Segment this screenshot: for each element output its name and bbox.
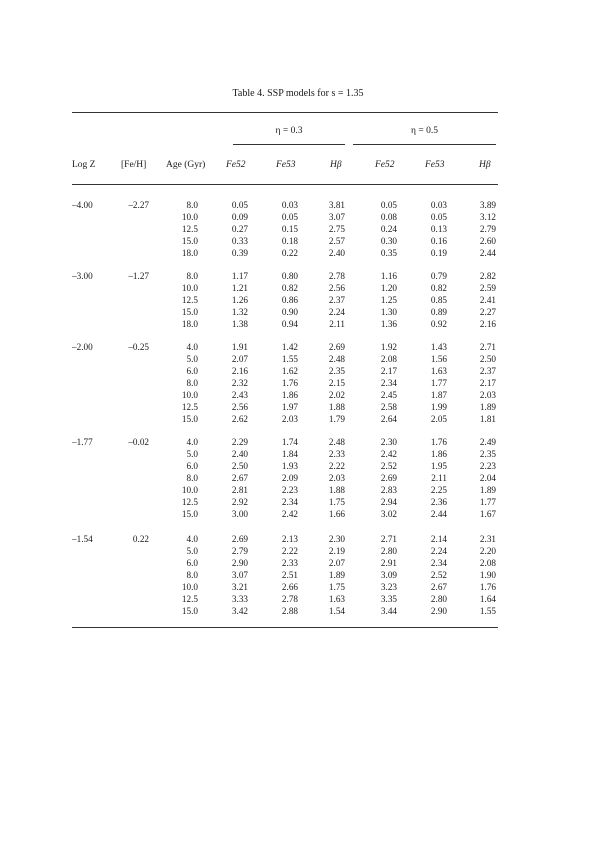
cell-hbeta-b: 2.17 — [479, 378, 496, 388]
cell-age: 15.0 — [181, 414, 198, 424]
cell-hbeta-b: 1.89 — [479, 485, 496, 495]
cell-fe53-b: 0.03 — [430, 200, 447, 210]
cell-hbeta-a: 2.02 — [328, 390, 345, 400]
cell-fe53-a: 2.42 — [281, 509, 298, 519]
cell-hbeta-a: 1.54 — [328, 606, 345, 616]
cell-hbeta-a: 2.03 — [328, 473, 345, 483]
cell-fe52-b: 2.69 — [380, 473, 397, 483]
cell-logz: –2.00 — [72, 342, 93, 352]
cell-hbeta-b: 2.37 — [479, 366, 496, 376]
cell-fe52-b: 2.42 — [380, 449, 397, 459]
cell-fe53-a: 1.86 — [281, 390, 298, 400]
cell-fe53-b: 0.85 — [430, 295, 447, 305]
cell-fe53-a: 0.86 — [281, 295, 298, 305]
cell-hbeta-b: 2.23 — [479, 461, 496, 471]
cell-logz: –1.77 — [72, 437, 93, 447]
cell-hbeta-b: 2.20 — [479, 546, 496, 556]
cell-fe52-b: 3.23 — [380, 582, 397, 592]
cell-fe53-b: 1.63 — [430, 366, 447, 376]
cell-hbeta-a: 2.11 — [329, 319, 345, 329]
cell-fe52-b: 1.20 — [380, 283, 397, 293]
cell-hbeta-a: 2.56 — [328, 283, 345, 293]
cell-fe52-b: 1.16 — [380, 271, 397, 281]
cell-fe53-b: 1.87 — [430, 390, 447, 400]
cell-hbeta-a: 2.22 — [328, 461, 345, 471]
cell-fe52-a: 1.17 — [231, 271, 248, 281]
cell-fe53-b: 0.82 — [430, 283, 447, 293]
cell-age: 18.0 — [181, 248, 198, 258]
cell-fe52-a: 0.05 — [231, 200, 248, 210]
cell-hbeta-b: 2.35 — [479, 449, 496, 459]
cell-age: 6.0 — [186, 461, 198, 471]
col-header-hbeta-a: Hβ — [330, 160, 342, 170]
col-header-logz: Log Z — [72, 160, 96, 170]
cell-hbeta-b: 1.67 — [479, 509, 496, 519]
cell-fe52-b: 2.45 — [380, 390, 397, 400]
cell-logz: –1.54 — [72, 534, 93, 544]
cell-fe52-b: 1.92 — [380, 342, 397, 352]
cell-age: 4.0 — [186, 342, 198, 352]
group-rule-eta-05 — [353, 144, 496, 145]
cell-hbeta-a: 2.35 — [328, 366, 345, 376]
cell-fe52-a: 0.39 — [231, 248, 248, 258]
cell-fe53-a: 1.62 — [281, 366, 298, 376]
cell-fe52-a: 1.32 — [231, 307, 248, 317]
cell-fe53-b: 2.11 — [431, 473, 447, 483]
cell-fe53-b: 0.79 — [430, 271, 447, 281]
cell-fe52-a: 2.67 — [231, 473, 248, 483]
cell-fe53-a: 0.15 — [281, 224, 298, 234]
cell-hbeta-b: 2.41 — [479, 295, 496, 305]
cell-hbeta-b: 2.27 — [479, 307, 496, 317]
cell-fe52-a: 2.62 — [231, 414, 248, 424]
cell-fe52-a: 2.81 — [231, 485, 248, 495]
cell-hbeta-a: 2.75 — [328, 224, 345, 234]
cell-fe52-b: 2.30 — [380, 437, 397, 447]
cell-fe52-b: 3.02 — [380, 509, 397, 519]
cell-fe53-b: 0.05 — [430, 212, 447, 222]
cell-hbeta-b: 2.31 — [479, 534, 496, 544]
cell-hbeta-a: 1.75 — [328, 582, 345, 592]
cell-fe52-a: 2.56 — [231, 402, 248, 412]
cell-hbeta-b: 1.89 — [479, 402, 496, 412]
cell-age: 4.0 — [186, 534, 198, 544]
cell-fe52-b: 1.36 — [380, 319, 397, 329]
cell-fe52-a: 2.40 — [231, 449, 248, 459]
cell-fe53-b: 0.92 — [430, 319, 447, 329]
cell-fe52-b: 3.35 — [380, 594, 397, 604]
group-rule-eta-03 — [233, 144, 345, 145]
cell-age: 10.0 — [181, 390, 198, 400]
cell-fe52-b: 2.17 — [380, 366, 397, 376]
cell-fe53-a: 0.05 — [281, 212, 298, 222]
col-header-fe52-a: Fe52 — [226, 160, 246, 170]
cell-fe52-a: 2.29 — [231, 437, 248, 447]
cell-fe52-a: 1.91 — [231, 342, 248, 352]
cell-age: 15.0 — [181, 236, 198, 246]
cell-age: 5.0 — [186, 546, 198, 556]
cell-age: 12.5 — [181, 224, 198, 234]
cell-fe52-a: 2.16 — [231, 366, 248, 376]
cell-fe52-a: 3.00 — [231, 509, 248, 519]
top-rule — [72, 112, 498, 113]
cell-feh: –2.27 — [128, 200, 149, 210]
cell-fe53-b: 0.89 — [430, 307, 447, 317]
cell-fe53-b: 2.24 — [430, 546, 447, 556]
cell-fe53-a: 2.13 — [281, 534, 298, 544]
cell-hbeta-b: 1.55 — [479, 606, 496, 616]
cell-hbeta-a: 2.07 — [328, 558, 345, 568]
cell-age: 5.0 — [186, 354, 198, 364]
cell-age: 12.5 — [181, 497, 198, 507]
cell-fe53-b: 2.34 — [430, 558, 447, 568]
cell-fe52-a: 1.21 — [231, 283, 248, 293]
cell-fe53-b: 1.99 — [430, 402, 447, 412]
cell-age: 8.0 — [186, 200, 198, 210]
group-header-eta-05: η = 0.5 — [411, 126, 438, 136]
cell-fe53-a: 0.82 — [281, 283, 298, 293]
header-rule — [72, 184, 498, 185]
cell-fe52-b: 0.05 — [380, 200, 397, 210]
cell-hbeta-b: 2.60 — [479, 236, 496, 246]
cell-hbeta-a: 1.88 — [328, 402, 345, 412]
cell-fe52-b: 2.52 — [380, 461, 397, 471]
col-header-feh: [Fe/H] — [121, 160, 147, 170]
cell-hbeta-b: 1.90 — [479, 570, 496, 580]
cell-fe52-b: 2.34 — [380, 378, 397, 388]
cell-hbeta-a: 3.81 — [328, 200, 345, 210]
cell-fe52-a: 3.21 — [231, 582, 248, 592]
cell-hbeta-a: 1.75 — [328, 497, 345, 507]
cell-fe53-b: 2.67 — [430, 582, 447, 592]
cell-fe53-b: 1.77 — [430, 378, 447, 388]
cell-fe53-b: 2.05 — [430, 414, 447, 424]
cell-hbeta-b: 2.49 — [479, 437, 496, 447]
cell-age: 10.0 — [181, 582, 198, 592]
cell-fe53-a: 2.23 — [281, 485, 298, 495]
cell-age: 8.0 — [186, 271, 198, 281]
cell-fe53-b: 1.95 — [430, 461, 447, 471]
cell-fe52-b: 1.25 — [380, 295, 397, 305]
cell-fe53-a: 1.76 — [281, 378, 298, 388]
cell-hbeta-a: 1.88 — [328, 485, 345, 495]
cell-fe53-a: 2.03 — [281, 414, 298, 424]
cell-fe53-a: 2.09 — [281, 473, 298, 483]
cell-hbeta-a: 2.19 — [328, 546, 345, 556]
cell-fe52-a: 3.07 — [231, 570, 248, 580]
cell-fe52-a: 1.38 — [231, 319, 248, 329]
cell-fe52-a: 2.43 — [231, 390, 248, 400]
cell-hbeta-a: 2.37 — [328, 295, 345, 305]
cell-fe53-a: 2.51 — [281, 570, 298, 580]
cell-feh: –0.25 — [128, 342, 149, 352]
cell-age: 12.5 — [181, 594, 198, 604]
cell-fe53-a: 1.97 — [281, 402, 298, 412]
cell-hbeta-a: 2.33 — [328, 449, 345, 459]
cell-fe53-b: 1.43 — [430, 342, 447, 352]
cell-feh: –0.02 — [128, 437, 149, 447]
cell-hbeta-b: 2.71 — [479, 342, 496, 352]
cell-age: 15.0 — [181, 606, 198, 616]
cell-age: 18.0 — [181, 319, 198, 329]
cell-fe53-a: 2.88 — [281, 606, 298, 616]
cell-fe52-a: 0.27 — [231, 224, 248, 234]
cell-fe52-a: 0.09 — [231, 212, 248, 222]
cell-fe52-a: 2.69 — [231, 534, 248, 544]
cell-fe53-a: 0.18 — [281, 236, 298, 246]
cell-hbeta-b: 2.16 — [479, 319, 496, 329]
cell-fe53-b: 0.16 — [430, 236, 447, 246]
cell-fe53-b: 2.90 — [430, 606, 447, 616]
cell-fe52-b: 0.24 — [380, 224, 397, 234]
group-header-eta-03: η = 0.3 — [275, 126, 303, 136]
cell-fe53-a: 0.90 — [281, 307, 298, 317]
cell-hbeta-b: 3.12 — [479, 212, 496, 222]
cell-fe52-a: 2.79 — [231, 546, 248, 556]
cell-hbeta-b: 1.64 — [479, 594, 496, 604]
cell-fe52-b: 2.71 — [380, 534, 397, 544]
cell-fe53-b: 0.19 — [430, 248, 447, 258]
bottom-rule — [72, 627, 498, 628]
cell-hbeta-a: 1.63 — [328, 594, 345, 604]
cell-fe53-b: 2.52 — [430, 570, 447, 580]
cell-fe52-b: 2.64 — [380, 414, 397, 424]
cell-hbeta-b: 2.08 — [479, 558, 496, 568]
cell-hbeta-b: 2.44 — [479, 248, 496, 258]
cell-fe53-a: 0.80 — [281, 271, 298, 281]
cell-logz: –4.00 — [72, 200, 93, 210]
cell-hbeta-a: 1.89 — [328, 570, 345, 580]
cell-fe52-b: 2.91 — [380, 558, 397, 568]
cell-fe52-a: 1.26 — [231, 295, 248, 305]
cell-age: 8.0 — [186, 570, 198, 580]
cell-fe52-a: 2.07 — [231, 354, 248, 364]
cell-fe52-a: 3.42 — [231, 606, 248, 616]
cell-hbeta-b: 2.03 — [479, 390, 496, 400]
cell-fe52-a: 2.32 — [231, 378, 248, 388]
cell-fe52-b: 2.94 — [380, 497, 397, 507]
cell-hbeta-b: 2.82 — [479, 271, 496, 281]
cell-age: 15.0 — [181, 307, 198, 317]
cell-fe53-b: 1.56 — [430, 354, 447, 364]
cell-fe53-a: 0.03 — [281, 200, 298, 210]
cell-age: 12.5 — [181, 402, 198, 412]
cell-fe53-b: 2.44 — [430, 509, 447, 519]
cell-logz: –3.00 — [72, 271, 93, 281]
cell-fe53-a: 2.78 — [281, 594, 298, 604]
cell-hbeta-a: 2.78 — [328, 271, 345, 281]
cell-hbeta-a: 2.57 — [328, 236, 345, 246]
cell-hbeta-b: 1.76 — [479, 582, 496, 592]
cell-fe52-a: 2.90 — [231, 558, 248, 568]
cell-age: 8.0 — [186, 378, 198, 388]
cell-fe52-a: 3.33 — [231, 594, 248, 604]
cell-age: 10.0 — [181, 283, 198, 293]
cell-hbeta-b: 2.59 — [479, 283, 496, 293]
cell-fe52-b: 2.80 — [380, 546, 397, 556]
cell-fe53-b: 1.76 — [430, 437, 447, 447]
cell-fe53-a: 1.55 — [281, 354, 298, 364]
cell-fe53-b: 2.36 — [430, 497, 447, 507]
cell-age: 4.0 — [186, 437, 198, 447]
cell-fe53-a: 1.84 — [281, 449, 298, 459]
cell-hbeta-a: 2.24 — [328, 307, 345, 317]
cell-hbeta-b: 1.77 — [479, 497, 496, 507]
cell-fe52-b: 0.35 — [380, 248, 397, 258]
cell-fe53-a: 1.74 — [281, 437, 298, 447]
cell-fe53-b: 2.25 — [430, 485, 447, 495]
col-header-fe53-b: Fe53 — [425, 160, 445, 170]
cell-fe53-a: 2.34 — [281, 497, 298, 507]
cell-fe53-a: 1.93 — [281, 461, 298, 471]
cell-feh: –1.27 — [128, 271, 149, 281]
cell-age: 6.0 — [186, 558, 198, 568]
cell-feh: 0.22 — [132, 534, 149, 544]
col-header-fe52-b: Fe52 — [375, 160, 395, 170]
cell-hbeta-b: 2.50 — [479, 354, 496, 364]
cell-fe53-a: 0.22 — [281, 248, 298, 258]
cell-fe52-a: 0.33 — [231, 236, 248, 246]
cell-hbeta-b: 2.04 — [479, 473, 496, 483]
cell-hbeta-a: 2.48 — [328, 437, 345, 447]
table-caption: Table 4. SSP models for s = 1.35 — [232, 88, 364, 99]
cell-fe52-a: 2.92 — [231, 497, 248, 507]
cell-fe53-b: 1.86 — [430, 449, 447, 459]
cell-fe53-b: 2.80 — [430, 594, 447, 604]
col-header-fe53-a: Fe53 — [276, 160, 296, 170]
cell-age: 5.0 — [186, 449, 198, 459]
cell-hbeta-a: 1.66 — [328, 509, 345, 519]
cell-age: 12.5 — [181, 295, 198, 305]
cell-fe53-b: 0.13 — [430, 224, 447, 234]
cell-hbeta-a: 2.40 — [328, 248, 345, 258]
cell-hbeta-b: 1.81 — [479, 414, 496, 424]
cell-fe52-b: 2.83 — [380, 485, 397, 495]
cell-fe52-a: 2.50 — [231, 461, 248, 471]
cell-fe53-a: 2.66 — [281, 582, 298, 592]
cell-hbeta-a: 2.48 — [328, 354, 345, 364]
cell-age: 15.0 — [181, 509, 198, 519]
col-header-hbeta-b: Hβ — [479, 160, 491, 170]
cell-age: 8.0 — [186, 473, 198, 483]
cell-fe52-b: 0.08 — [380, 212, 397, 222]
cell-fe52-b: 0.30 — [380, 236, 397, 246]
cell-age: 6.0 — [186, 366, 198, 376]
cell-fe53-a: 2.33 — [281, 558, 298, 568]
cell-hbeta-a: 2.69 — [328, 342, 345, 352]
cell-hbeta-b: 3.89 — [479, 200, 496, 210]
cell-fe52-b: 2.58 — [380, 402, 397, 412]
cell-age: 10.0 — [181, 485, 198, 495]
cell-hbeta-b: 2.79 — [479, 224, 496, 234]
cell-fe52-b: 1.30 — [380, 307, 397, 317]
cell-fe53-b: 2.14 — [430, 534, 447, 544]
cell-hbeta-a: 1.79 — [328, 414, 345, 424]
cell-fe53-a: 0.94 — [281, 319, 298, 329]
cell-fe52-b: 3.09 — [380, 570, 397, 580]
col-header-age: Age (Gyr) — [166, 160, 206, 170]
cell-fe52-b: 2.08 — [380, 354, 397, 364]
cell-age: 10.0 — [181, 212, 198, 222]
cell-fe53-a: 2.22 — [281, 546, 298, 556]
cell-hbeta-a: 2.15 — [328, 378, 345, 388]
cell-hbeta-a: 2.30 — [328, 534, 345, 544]
cell-fe52-b: 3.44 — [380, 606, 397, 616]
cell-hbeta-a: 3.07 — [328, 212, 345, 222]
cell-fe53-a: 1.42 — [281, 342, 298, 352]
